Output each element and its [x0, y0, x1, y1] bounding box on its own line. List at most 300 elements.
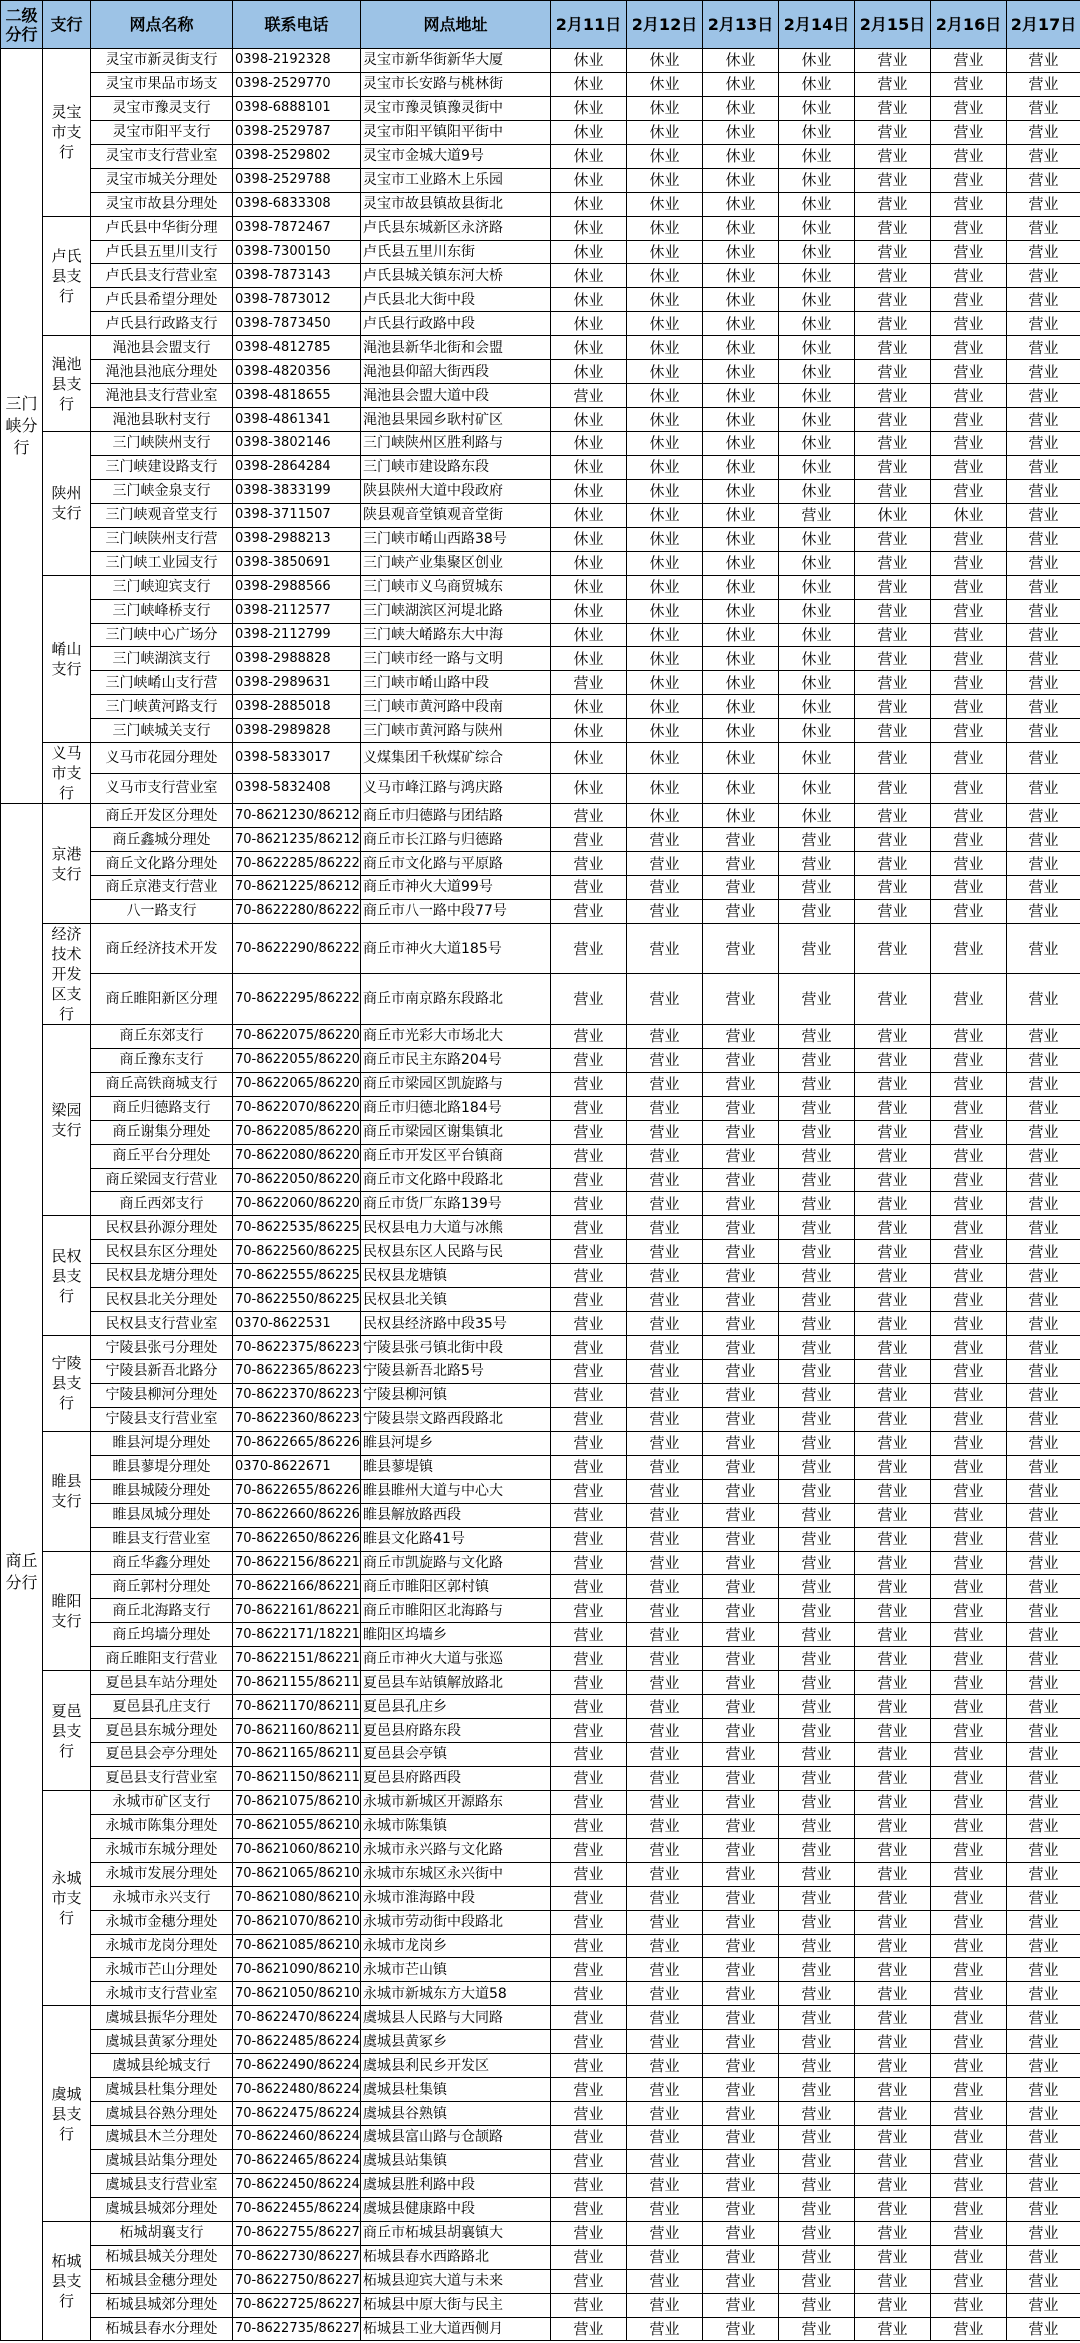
status-cell: 营业	[627, 2245, 703, 2269]
status-cell: 营业	[627, 1072, 703, 1096]
status-cell: 营业	[1007, 647, 1080, 671]
status-cell: 营业	[931, 192, 1007, 216]
status-cell: 营业	[855, 1312, 931, 1336]
status-cell: 营业	[1007, 1024, 1080, 1048]
status-cell: 休业	[551, 192, 627, 216]
outlet-address: 永城市新城区开源路东	[361, 1790, 551, 1814]
header-cell: 网点名称	[91, 1, 233, 49]
phone-number: 70-8622485/86224	[233, 2030, 361, 2054]
outlet-address: 民权县经济路中段35号	[361, 1312, 551, 1336]
table-row	[1, 1766, 1080, 1790]
table-row	[1, 96, 1080, 120]
status-cell: 休业	[627, 432, 703, 456]
outlet-address: 夏邑县府路西段	[361, 1766, 551, 1790]
phone-number: 70-8621085/86210	[233, 1934, 361, 1958]
status-cell: 休业	[703, 336, 779, 360]
status-cell: 休业	[703, 773, 779, 804]
status-cell: 营业	[627, 1312, 703, 1336]
table-row	[1, 312, 1080, 336]
status-cell: 营业	[551, 1455, 627, 1479]
status-cell: 营业	[931, 1072, 1007, 1096]
phone-number: 0398-7873450	[233, 312, 361, 336]
header-row	[1, 1, 1080, 49]
status-cell: 休业	[551, 503, 627, 527]
phone-number: 0398-3711507	[233, 503, 361, 527]
status-cell: 营业	[1007, 2078, 1080, 2102]
status-cell: 营业	[1007, 1479, 1080, 1503]
status-cell: 营业	[1007, 974, 1080, 1025]
outlet-address: 三门峡产业集聚区创业	[361, 551, 551, 575]
status-cell: 营业	[779, 1240, 855, 1264]
status-cell: 营业	[779, 1072, 855, 1096]
status-cell: 营业	[551, 1503, 627, 1527]
phone-number: 70-8621170/86211	[233, 1695, 361, 1719]
status-cell: 休业	[627, 599, 703, 623]
status-cell: 休业	[703, 49, 779, 73]
status-cell: 营业	[703, 1096, 779, 1120]
status-cell: 休业	[627, 288, 703, 312]
outlet-address: 永城市芒山镇	[361, 1958, 551, 1982]
outlet-address: 三门峡市黄河路与陕州	[361, 719, 551, 743]
outlet-address: 义马市峰江路与鸿庆路	[361, 773, 551, 804]
status-cell: 营业	[855, 1288, 931, 1312]
outlet-name: 三门峡金泉支行	[91, 479, 233, 503]
status-cell: 休业	[703, 479, 779, 503]
outlet-name: 三门峡城关支行	[91, 719, 233, 743]
phone-number: 70-8622730/86227	[233, 2245, 361, 2269]
status-cell: 休业	[779, 804, 855, 828]
outlet-name: 商丘鑫城分理处	[91, 828, 233, 852]
status-cell: 休业	[703, 743, 779, 774]
status-cell: 营业	[779, 1958, 855, 1982]
status-cell: 休业	[703, 168, 779, 192]
status-cell: 休业	[779, 168, 855, 192]
status-cell: 营业	[627, 1336, 703, 1360]
status-cell: 营业	[855, 1575, 931, 1599]
status-cell: 营业	[931, 671, 1007, 695]
table-row	[1, 527, 1080, 551]
outlet-name: 三门峡陕州支行营	[91, 527, 233, 551]
outlet-address: 三门峡湖滨区河堤北路	[361, 599, 551, 623]
outlet-name: 睢县城陵分理处	[91, 1479, 233, 1503]
status-cell: 营业	[1007, 1096, 1080, 1120]
status-cell: 营业	[931, 1096, 1007, 1120]
phone-number: 0398-2529787	[233, 120, 361, 144]
status-cell: 营业	[931, 264, 1007, 288]
outlet-name: 虞城县振华分理处	[91, 2006, 233, 2030]
outlet-name: 灵宝市故县分理处	[91, 192, 233, 216]
table-row	[1, 1312, 1080, 1336]
outlet-name: 渑池县支行营业室	[91, 384, 233, 408]
outlet-address: 商丘市梁园区凯旋路与	[361, 1072, 551, 1096]
status-cell: 营业	[1007, 1743, 1080, 1767]
outlet-address: 睢县河堤乡	[361, 1431, 551, 1455]
status-cell: 营业	[855, 455, 931, 479]
status-cell: 营业	[779, 2245, 855, 2269]
status-cell: 营业	[551, 384, 627, 408]
status-cell: 营业	[855, 2173, 931, 2197]
outlet-name: 卢氏县中华街分理	[91, 216, 233, 240]
table-row	[1, 240, 1080, 264]
table-row	[1, 852, 1080, 876]
status-cell: 营业	[703, 2293, 779, 2317]
status-cell: 营业	[627, 2078, 703, 2102]
outlet-address: 商丘市文化路与平原路	[361, 852, 551, 876]
phone-number: 70-8622455/86224	[233, 2197, 361, 2221]
status-cell: 营业	[1007, 1048, 1080, 1072]
status-cell: 休业	[627, 551, 703, 575]
status-cell: 营业	[931, 852, 1007, 876]
status-cell: 休业	[703, 671, 779, 695]
status-cell: 营业	[931, 312, 1007, 336]
status-cell: 营业	[551, 1599, 627, 1623]
outlet-name: 虞城县杜集分理处	[91, 2078, 233, 2102]
status-cell: 营业	[931, 876, 1007, 900]
status-cell: 营业	[779, 1647, 855, 1671]
outlet-name: 宁陵县柳河分理处	[91, 1383, 233, 1407]
status-cell: 营业	[855, 828, 931, 852]
status-cell: 营业	[627, 2197, 703, 2221]
outlet-address: 睢县文化路41号	[361, 1527, 551, 1551]
table-row	[1, 288, 1080, 312]
status-cell: 营业	[931, 1838, 1007, 1862]
header-cell: 2月14日	[779, 1, 855, 49]
outlet-address: 永城市龙岗乡	[361, 1934, 551, 1958]
phone-number: 70-8621075/86210	[233, 1790, 361, 1814]
status-cell: 营业	[855, 1599, 931, 1623]
status-cell: 营业	[855, 1407, 931, 1431]
outlet-name: 永城市发展分理处	[91, 1862, 233, 1886]
phone-number: 70-8622171/18221	[233, 1623, 361, 1647]
status-cell: 休业	[551, 408, 627, 432]
status-cell: 营业	[1007, 240, 1080, 264]
status-cell: 营业	[551, 1407, 627, 1431]
status-cell: 营业	[855, 2197, 931, 2221]
status-cell: 营业	[1007, 120, 1080, 144]
outlet-address: 灵宝市长安路与桃林街	[361, 72, 551, 96]
outlet-name: 睢县凤城分理处	[91, 1503, 233, 1527]
status-cell: 休业	[627, 312, 703, 336]
status-cell: 营业	[779, 1814, 855, 1838]
status-cell: 营业	[931, 1024, 1007, 1048]
table-row	[1, 1695, 1080, 1719]
table-row	[1, 1216, 1080, 1240]
status-cell: 营业	[551, 1790, 627, 1814]
status-cell: 营业	[551, 1862, 627, 1886]
status-cell: 营业	[1007, 1383, 1080, 1407]
status-cell: 营业	[931, 1144, 1007, 1168]
outlet-address: 民权县电力大道与冰熊	[361, 1216, 551, 1240]
status-cell: 营业	[627, 1862, 703, 1886]
status-cell: 营业	[855, 1551, 931, 1575]
status-cell: 营业	[703, 1144, 779, 1168]
status-cell: 营业	[855, 1455, 931, 1479]
status-cell: 营业	[1007, 1790, 1080, 1814]
status-cell: 营业	[551, 2173, 627, 2197]
status-cell: 营业	[703, 2126, 779, 2150]
status-cell: 休业	[703, 192, 779, 216]
status-cell: 营业	[703, 1814, 779, 1838]
status-cell: 休业	[855, 503, 931, 527]
outlet-address: 虞城县人民路与大同路	[361, 2006, 551, 2030]
status-cell: 营业	[1007, 1168, 1080, 1192]
status-cell: 营业	[855, 1814, 931, 1838]
phone-number: 70-8621060/86210	[233, 1838, 361, 1862]
header-cell: 二级分行	[1, 1, 43, 49]
table-row	[1, 974, 1080, 1025]
status-cell: 营业	[1007, 2269, 1080, 2293]
status-cell: 营业	[703, 1288, 779, 1312]
status-cell: 营业	[551, 1695, 627, 1719]
table-row	[1, 599, 1080, 623]
status-cell: 营业	[779, 1910, 855, 1934]
outlet-address: 陕县观音堂镇观音堂街	[361, 503, 551, 527]
status-cell: 营业	[1007, 1575, 1080, 1599]
status-cell: 营业	[855, 1862, 931, 1886]
status-cell: 营业	[1007, 336, 1080, 360]
table-row	[1, 216, 1080, 240]
status-cell: 营业	[779, 1862, 855, 1886]
status-cell: 营业	[855, 216, 931, 240]
table-row	[1, 2149, 1080, 2173]
status-cell: 营业	[1007, 192, 1080, 216]
status-cell: 营业	[627, 1599, 703, 1623]
outlet-address: 三门峡大崤路东大中海	[361, 623, 551, 647]
status-cell: 营业	[855, 336, 931, 360]
status-cell: 营业	[931, 1503, 1007, 1527]
table-row	[1, 575, 1080, 599]
status-cell: 营业	[1007, 695, 1080, 719]
phone-number: 70-8622480/86224	[233, 2078, 361, 2102]
status-cell: 营业	[931, 695, 1007, 719]
status-cell: 休业	[779, 384, 855, 408]
status-cell: 营业	[1007, 1527, 1080, 1551]
phone-number: 70-8622285/86222	[233, 852, 361, 876]
status-cell: 营业	[855, 1383, 931, 1407]
status-cell: 营业	[551, 2126, 627, 2150]
status-cell: 休业	[703, 360, 779, 384]
phone-number: 70-8621070/86210	[233, 1910, 361, 1934]
table-row	[1, 2006, 1080, 2030]
status-cell: 营业	[931, 240, 1007, 264]
outlet-address: 虞城县杜集镇	[361, 2078, 551, 2102]
status-cell: 营业	[1007, 2030, 1080, 2054]
status-cell: 营业	[703, 1503, 779, 1527]
status-cell: 营业	[779, 1360, 855, 1384]
status-cell: 营业	[931, 1455, 1007, 1479]
status-cell: 休业	[627, 144, 703, 168]
status-cell: 营业	[855, 623, 931, 647]
status-cell: 营业	[703, 1910, 779, 1934]
outlet-address: 渑池县果园乡耿村矿区	[361, 408, 551, 432]
status-cell: 营业	[551, 1288, 627, 1312]
status-cell: 营业	[931, 2149, 1007, 2173]
phone-number: 0398-6888101	[233, 96, 361, 120]
status-cell: 营业	[855, 804, 931, 828]
status-cell: 营业	[931, 49, 1007, 73]
status-cell: 营业	[855, 1120, 931, 1144]
status-cell: 营业	[1007, 72, 1080, 96]
status-cell: 营业	[779, 2054, 855, 2078]
outlet-address: 商丘市柘城县胡襄镇大	[361, 2221, 551, 2245]
status-cell: 营业	[855, 1431, 931, 1455]
status-cell: 营业	[1007, 1838, 1080, 1862]
phone-number: 70-8621225/86212	[233, 876, 361, 900]
status-cell: 休业	[627, 49, 703, 73]
status-cell: 休业	[779, 120, 855, 144]
status-cell: 休业	[779, 408, 855, 432]
status-cell: 营业	[779, 899, 855, 923]
status-cell: 营业	[1007, 168, 1080, 192]
outlet-address: 民权县北关镇	[361, 1288, 551, 1312]
status-cell: 营业	[703, 974, 779, 1025]
sub-branch-name: 民权县支行	[43, 1216, 91, 1336]
status-cell: 营业	[855, 1958, 931, 1982]
outlet-address: 商丘市神火大道99号	[361, 876, 551, 900]
phone-number: 0398-7872467	[233, 216, 361, 240]
status-cell: 营业	[855, 1695, 931, 1719]
outlet-name: 民权县龙塘分理处	[91, 1264, 233, 1288]
outlet-name: 民权县支行营业室	[91, 1312, 233, 1336]
table-row	[1, 2317, 1080, 2341]
status-cell: 营业	[1007, 1503, 1080, 1527]
outlet-name: 虞城县谷熟分理处	[91, 2102, 233, 2126]
status-cell: 营业	[931, 1862, 1007, 1886]
status-cell: 营业	[855, 120, 931, 144]
table-row	[1, 876, 1080, 900]
status-cell: 休业	[551, 360, 627, 384]
status-cell: 营业	[627, 1120, 703, 1144]
status-cell: 营业	[1007, 1766, 1080, 1790]
status-cell: 营业	[931, 899, 1007, 923]
table-row	[1, 336, 1080, 360]
status-cell: 营业	[931, 1766, 1007, 1790]
status-cell: 营业	[779, 974, 855, 1025]
status-cell: 营业	[931, 1120, 1007, 1144]
status-cell: 休业	[627, 743, 703, 774]
status-cell: 营业	[1007, 1647, 1080, 1671]
phone-number: 70-8622465/86224	[233, 2149, 361, 2173]
status-cell: 营业	[931, 1599, 1007, 1623]
status-cell: 营业	[855, 1766, 931, 1790]
outlet-address: 虞城县胜利路中段	[361, 2173, 551, 2197]
table-row	[1, 804, 1080, 828]
table-row	[1, 1647, 1080, 1671]
status-cell: 营业	[931, 1575, 1007, 1599]
status-cell: 营业	[703, 1048, 779, 1072]
status-cell: 营业	[855, 2030, 931, 2054]
status-cell: 营业	[779, 1623, 855, 1647]
table-row	[1, 1527, 1080, 1551]
status-cell: 营业	[1007, 852, 1080, 876]
outlet-address: 宁陵县张弓镇北街中段	[361, 1336, 551, 1360]
status-cell: 营业	[551, 2149, 627, 2173]
status-cell: 休业	[779, 719, 855, 743]
status-cell: 营业	[855, 1336, 931, 1360]
status-cell: 营业	[855, 2293, 931, 2317]
phone-number: 70-8622060/86220	[233, 1192, 361, 1216]
phone-number: 70-8621080/86210	[233, 1886, 361, 1910]
status-cell: 营业	[627, 852, 703, 876]
phone-number: 70-8621050/86210	[233, 1982, 361, 2006]
status-cell: 营业	[855, 1671, 931, 1695]
outlet-name: 商丘梁园支行营业	[91, 1168, 233, 1192]
status-cell: 营业	[931, 1719, 1007, 1743]
status-cell: 营业	[1007, 719, 1080, 743]
status-cell: 营业	[855, 2078, 931, 2102]
status-cell: 营业	[1007, 1695, 1080, 1719]
outlet-address: 三门峡市经一路与文明	[361, 647, 551, 671]
status-cell: 营业	[931, 1910, 1007, 1934]
status-cell: 营业	[779, 2269, 855, 2293]
status-cell: 营业	[855, 1192, 931, 1216]
status-cell: 营业	[779, 1288, 855, 1312]
status-cell: 休业	[703, 599, 779, 623]
outlet-address: 灵宝市豫灵镇豫灵街中	[361, 96, 551, 120]
status-cell: 营业	[855, 168, 931, 192]
header-cell: 2月13日	[703, 1, 779, 49]
status-cell: 营业	[627, 1407, 703, 1431]
status-cell: 营业	[855, 2054, 931, 2078]
status-cell: 营业	[855, 1216, 931, 1240]
status-cell: 休业	[551, 695, 627, 719]
status-cell: 营业	[1007, 216, 1080, 240]
table-row	[1, 1360, 1080, 1384]
status-cell: 营业	[1007, 599, 1080, 623]
status-cell: 营业	[627, 1503, 703, 1527]
status-cell: 营业	[931, 828, 1007, 852]
outlet-name: 商丘睢阳支行营业	[91, 1647, 233, 1671]
status-cell: 营业	[627, 1766, 703, 1790]
status-cell: 营业	[855, 360, 931, 384]
status-cell: 休业	[779, 240, 855, 264]
outlet-name: 商丘郭村分理处	[91, 1575, 233, 1599]
phone-number: 70-8622665/86226	[233, 1431, 361, 1455]
status-cell: 营业	[931, 2293, 1007, 2317]
outlet-address: 卢氏县城关镇东河大桥	[361, 264, 551, 288]
status-cell: 营业	[551, 828, 627, 852]
status-cell: 休业	[627, 120, 703, 144]
status-cell: 营业	[931, 1383, 1007, 1407]
status-cell: 营业	[779, 1575, 855, 1599]
phone-number: 0398-4861341	[233, 408, 361, 432]
table-row	[1, 2245, 1080, 2269]
status-cell: 营业	[1007, 828, 1080, 852]
status-cell: 营业	[1007, 623, 1080, 647]
outlet-address: 夏邑县车站镇解放路北	[361, 1671, 551, 1695]
status-cell: 休业	[703, 695, 779, 719]
table-row	[1, 1024, 1080, 1048]
status-cell: 休业	[703, 719, 779, 743]
status-cell: 营业	[551, 1743, 627, 1767]
status-cell: 营业	[627, 1814, 703, 1838]
status-cell: 营业	[855, 876, 931, 900]
status-cell: 营业	[551, 1671, 627, 1695]
outlet-name: 柘城县城关分理处	[91, 2245, 233, 2269]
status-cell: 营业	[855, 288, 931, 312]
phone-number: 70-8622166/86221	[233, 1575, 361, 1599]
outlet-address: 夏邑县孔庄乡	[361, 1695, 551, 1719]
status-cell: 营业	[931, 432, 1007, 456]
outlet-address: 灵宝市新华街新华大厦	[361, 49, 551, 73]
status-cell: 营业	[1007, 96, 1080, 120]
table-row	[1, 623, 1080, 647]
outlet-address: 商丘市归德路与团结路	[361, 804, 551, 828]
table-row	[1, 2173, 1080, 2197]
table-row	[1, 2269, 1080, 2293]
status-cell: 营业	[855, 923, 931, 974]
status-cell: 营业	[855, 2126, 931, 2150]
